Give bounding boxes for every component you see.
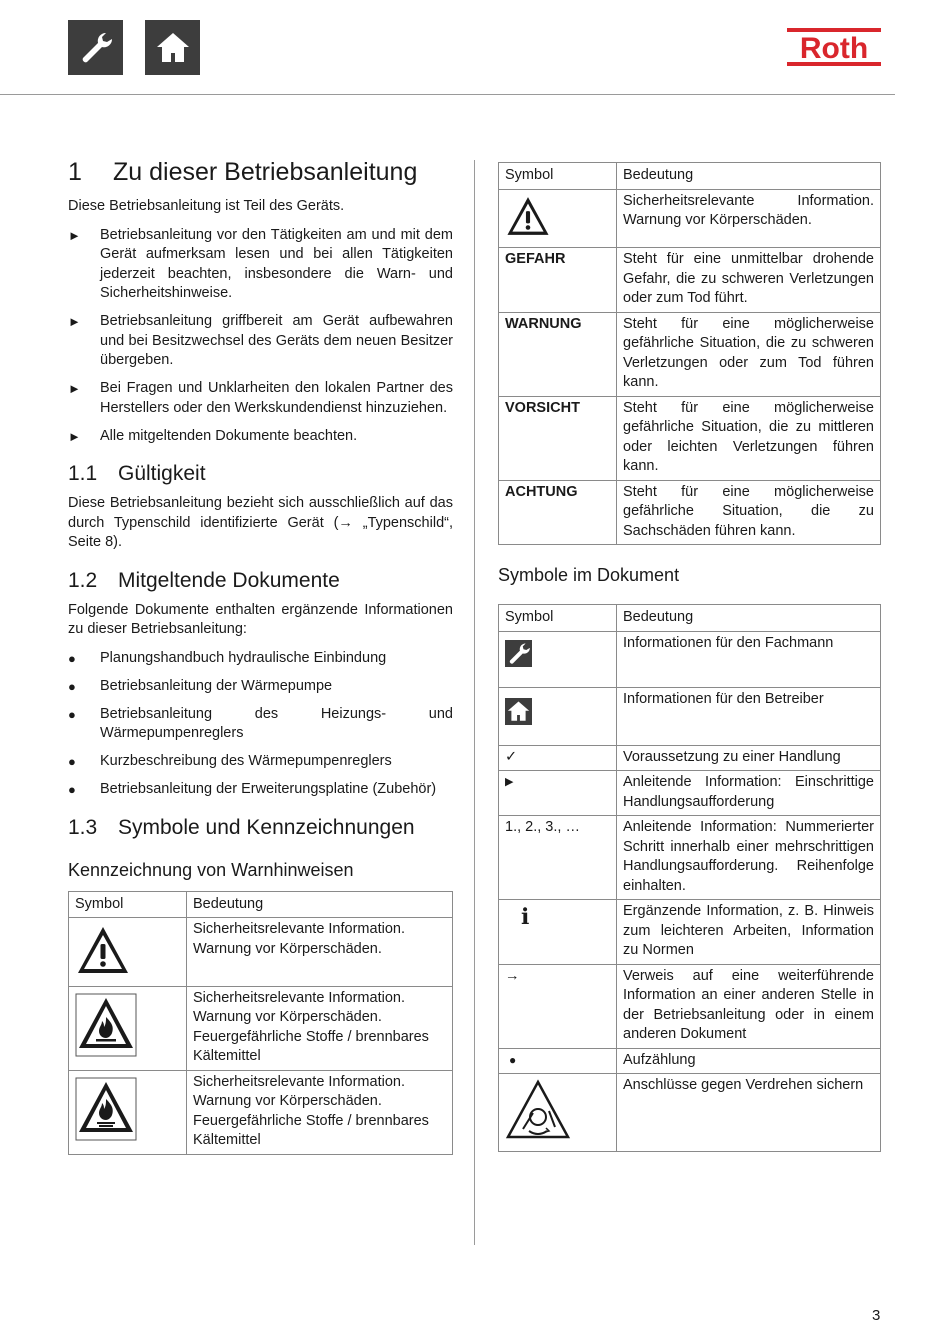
- table-row: ▶ Anleitende Information: Einschrittige Handlungsaufforderung: [499, 771, 881, 816]
- flammable-warning-icon: [75, 993, 137, 1057]
- list-item: ● Betriebsanleitung der Wärmepumpe: [68, 677, 333, 694]
- table-row: 1., 2., 3., … Anleitende Information: Nummerierter Schritt innerhalb einer mehrschrittigen Handlungsaufforderung. Reihenfolge einhalten.: [499, 816, 881, 900]
- left-column: [68, 155, 453, 1155]
- section-1-intro: Diese Betriebsanleitung ist Teil des Geräts.: [68, 198, 345, 214]
- list-item: ► Bei Fragen und Unklarheiten den lokalen Partner des Herstellers oder den Werkskundendienst hinzuziehen.: [68, 380, 453, 416]
- table-header-row: Symbol Bedeutung: [69, 891, 453, 918]
- table-row: ● Aufzählung: [499, 1048, 881, 1074]
- house-icon: [505, 698, 532, 725]
- table-row: Sicherheitsrelevante Information. Warnung vor Körperschäden. Feuergefährliche Stoffe / brennbares Kältemittel: [69, 1070, 453, 1154]
- section-1-3-heading: 1.3 Symbole und Kennzeichnungen: [68, 815, 415, 839]
- signal-words-table: [498, 162, 881, 545]
- list-item: ● Planungshandbuch hydraulische Einbindung: [68, 649, 387, 666]
- right-column: [498, 162, 881, 1152]
- section-1-2-heading: 1.2 Mitgeltende Dokumente: [68, 568, 340, 592]
- table-row: Informationen für den Fachmann: [499, 631, 881, 687]
- list-item: ► Alle mitgeltenden Dokumente beachten.: [68, 427, 358, 444]
- section-1-2-list: [68, 649, 453, 800]
- flammable-refrigerant-icon: [75, 1077, 137, 1141]
- table-row: VORSICHT Steht für eine möglicherweise gefährliche Situation, die zu mittleren oder leichten Verletzungen führen kann.: [499, 396, 881, 480]
- table-header-row: Symbol Bedeutung: [499, 163, 881, 190]
- table-row: Anschlüsse gegen Verdrehen sichern: [499, 1074, 881, 1152]
- table-header-row: Symbol Bedeutung: [499, 605, 881, 632]
- section-1-bullets: [68, 226, 453, 447]
- svg-text:Roth: Roth: [799, 32, 869, 65]
- column-divider: [474, 160, 475, 1245]
- warning-triangle-icon: [75, 924, 131, 976]
- section-1-1-text: Diese Betriebsanleitung bezieht sich ausschließlich auf das durch Typenschild identifizierte Gerät (→ „Typenschild“, Seite 8).: [68, 495, 453, 550]
- list-item: ► Betriebsanleitung vor den Tätigkeiten am und mit dem Gerät aufmerksam lesen und bei allen Tätigkeiten jederzeit beachten, insbesondere die Warn- und Sicherheitshinweise.: [68, 226, 453, 301]
- table-row: → Verweis auf eine weiterführende Information an einer anderen Stelle in der Betriebsanleitung oder in einem anderen Dokument: [499, 964, 881, 1048]
- list-item: ● Kurzbeschreibung des Wärmepumpenreglers: [68, 753, 392, 769]
- doc-symbols-heading: Symbole im Dokument: [498, 565, 680, 585]
- page-number: 3: [872, 1307, 881, 1324]
- table-row: ℹ Ergänzende Information, z. B. Hinweis zum leichteren Arbeiten, Information zu Normen: [499, 900, 881, 965]
- table-row: ✓ Voraussetzung zu einer Handlung: [499, 745, 881, 771]
- roth-logo: [786, 26, 882, 73]
- table-row: Informationen für den Betreiber: [499, 687, 881, 745]
- list-item: ● Betriebsanleitung des Heizungs- und Wärmepumpenreglers: [68, 705, 453, 741]
- info-icon: ℹ: [521, 905, 530, 930]
- list-item: ● Betriebsanleitung der Erweiterungsplatine (Zubehör): [68, 781, 437, 797]
- warning-labels-table: [68, 891, 453, 1155]
- house-tile: [145, 20, 200, 75]
- header-rule: [0, 94, 895, 95]
- table-row: GEFAHR Steht für eine unmittelbar drohende Gefahr, die zu schweren Verletzungen oder zum Tod führt.: [499, 248, 881, 313]
- table-row: Sicherheitsrelevante Information. Warnung vor Körperschäden. Feuergefährliche Stoffe / brennbares Kältemittel: [69, 986, 453, 1070]
- list-item: ► Betriebsanleitung griffbereit am Gerät aufbewahren und bei Besitzwechsel des Geräts dem neuen Besitzer übergeben.: [68, 313, 453, 368]
- warning-labels-heading: Kennzeichnung von Warnhinweisen: [68, 859, 354, 880]
- section-1-1-heading: 1.1 Gültigkeit: [68, 462, 206, 485]
- table-row: ACHTUNG Steht für eine möglicherweise gefährliche Situation, die zu Sachschäden führen kann.: [499, 480, 881, 545]
- warning-triangle-icon: [505, 194, 551, 238]
- section-1-heading: 1 Zu dieser Betriebsanleitung: [68, 158, 418, 186]
- wrench-icon: [505, 640, 532, 667]
- wrench-icon: [77, 29, 115, 67]
- table-row: Sicherheitsrelevante Information. Warnung vor Körperschäden.: [499, 189, 881, 248]
- house-icon: [154, 29, 192, 67]
- section-1-2-intro: Folgende Dokumente enthalten ergänzende Informationen zu dieser Betriebsanleitung:: [68, 601, 453, 637]
- no-twist-connection-icon: [505, 1079, 571, 1141]
- doc-symbols-table: [498, 604, 881, 1152]
- table-row: WARNUNG Steht für eine möglicherweise gefährliche Situation, die zu schweren Verletzungen oder zum Tod führen kann.: [499, 312, 881, 396]
- table-row: Sicherheitsrelevante Information. Warnung vor Körperschäden.: [69, 918, 453, 987]
- wrench-tile: [68, 20, 123, 75]
